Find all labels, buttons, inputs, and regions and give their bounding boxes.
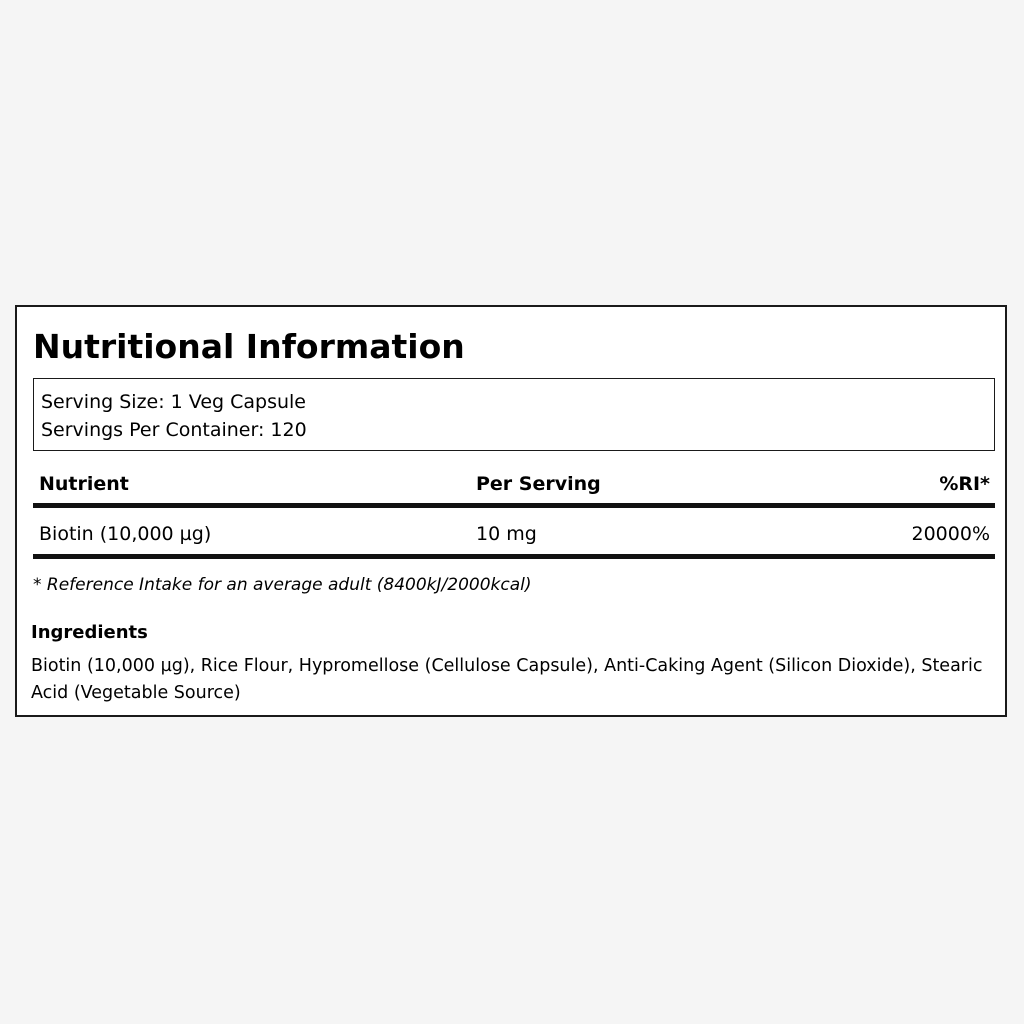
table-header-row xyxy=(33,467,995,508)
servings-per-container: Servings Per Container: 120 xyxy=(41,419,307,441)
ingredients-text: Biotin (10,000 µg), Rice Flour, Hypromellose (Cellulose Capsule), Anti-Caking Agent (Silicon Dioxide), Stearic Acid (Vegetable Source) xyxy=(31,656,983,703)
nutrient-name: Biotin (10,000 µg) xyxy=(39,523,212,545)
nutrient-ri: 20000% xyxy=(911,523,990,545)
serving-size: Serving Size: 1 Veg Capsule xyxy=(41,391,306,413)
ri-footnote: * Reference Intake for an average adult (8400kJ/2000kcal) xyxy=(33,575,532,595)
header-per-serving: Per Serving xyxy=(476,473,601,495)
ingredients-heading: Ingredients xyxy=(31,622,148,643)
nutrient-per-serving: 10 mg xyxy=(476,523,537,545)
header-nutrient: Nutrient xyxy=(39,473,129,495)
label-title: Nutritional Information xyxy=(33,327,465,366)
nutrition-label xyxy=(15,305,1007,717)
table-row xyxy=(33,508,995,559)
serving-info-box xyxy=(33,378,995,451)
header-ri: %RI* xyxy=(939,473,990,495)
